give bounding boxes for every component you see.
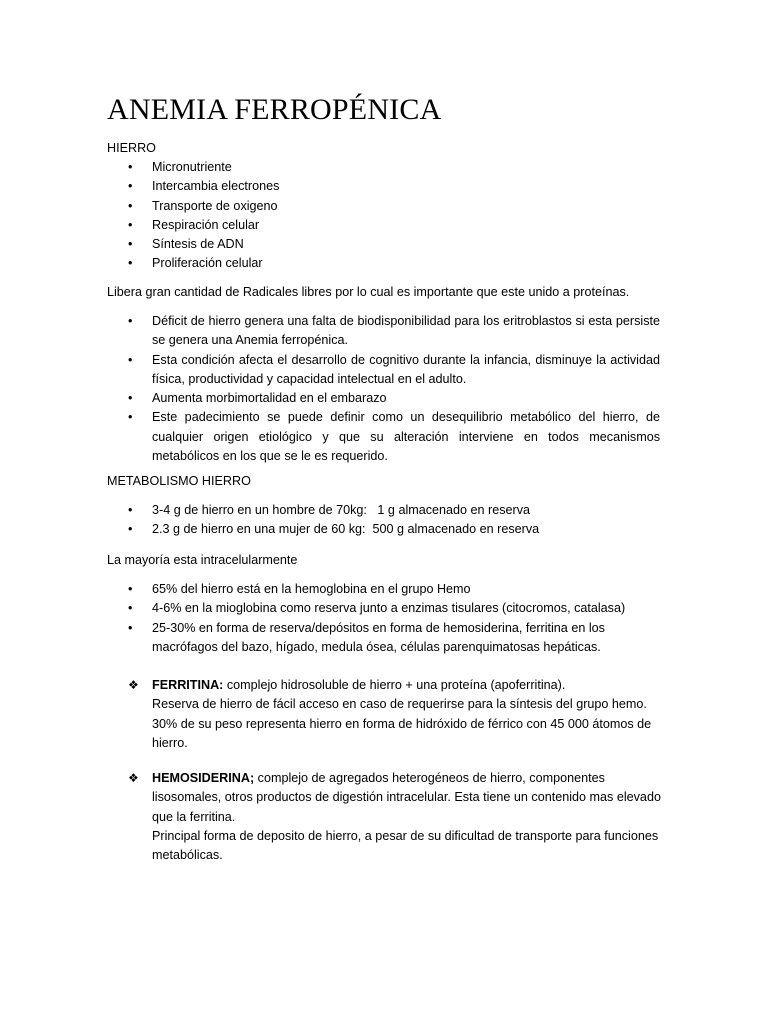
list-item: • Proliferación celular <box>0 254 660 273</box>
list-item: • Micronutriente <box>0 158 660 177</box>
ferritina-definition: complejo hidrosoluble de hierro + una proteína (apoferritina). <box>223 678 566 692</box>
list-item: • 3-4 g de hierro en un hombre de 70kg: 1 g almacenado en reserva <box>0 501 660 520</box>
deficit-list <box>0 312 660 466</box>
hemosiderina-line-1 <box>152 769 662 827</box>
diamond-bullet-icon: ❖ <box>128 771 139 785</box>
list-item: • Esta condición afecta el desarrollo de cognitivo durante la infancia, disminuye la actividad física, productividad y capacidad intelectual en el adulto. <box>0 351 660 390</box>
list-item: • Respiración celular <box>0 216 660 235</box>
list-item: • Aumenta morbimortalidad en el embarazo <box>0 389 660 408</box>
list-item: • Déficit de hierro genera una falta de biodisponibilidad para los eritroblastos si esta persiste se genera una Anemia ferropénica. <box>0 312 660 351</box>
hierro-list <box>0 158 660 274</box>
ferritina-line-1 <box>152 676 662 695</box>
ferritina-term: FERRITINA: <box>152 678 224 692</box>
list-item: • Síntesis de ADN <box>0 235 660 254</box>
hemosiderina-line-2: Principal forma de deposito de hierro, a pesar de su dificultad de transporte para funciones metabólicas. <box>152 828 659 863</box>
distribution-list <box>0 580 660 657</box>
ferritina-text <box>152 676 662 753</box>
list-item: • 25-30% en forma de reserva/depósitos en forma de hemosiderina, ferritina en los macrófagos del bazo, hígado, medula ósea, células parenquimatosas hepáticas. <box>0 619 660 658</box>
hemosiderina-term: HEMOSIDERINA; <box>152 771 255 785</box>
section-heading-metabolismo: METABOLISMO HIERRO <box>107 474 251 488</box>
hemosiderina-definition: complejo de agregados heterogéneos de hierro, componentes lisosomales, otros productos de digestión intracelular. Esta tiene un contenido mas elevado que la ferritina. <box>152 771 661 824</box>
diamond-bullet-icon: ❖ <box>128 678 139 692</box>
list-item: • 2.3 g de hierro en una mujer de 60 kg: 500 g almacenado en reserva <box>0 520 660 539</box>
ferritina-line-3: 30% de su peso representa hierro en forma de hidróxido de férrico con 45 000 átomos de hierro. <box>152 716 652 750</box>
list-item: • Este padecimiento se puede definir como un desequilibrio metabólico del hierro, de cualquier origen etiológico y que su alteración interviene en todos mecanismos metabólicos en los que se le es requerido. <box>0 408 660 466</box>
paragraph-radicales: Libera gran cantidad de Radicales libres por lo cual es importante que este unido a proteínas. <box>107 285 630 299</box>
section-heading-hierro: HIERRO <box>107 141 156 155</box>
list-item: • Transporte de oxigeno <box>0 197 660 216</box>
paragraph-intracelular: La mayoría esta intracelularmente <box>107 553 298 567</box>
hemosiderina-text <box>152 769 662 865</box>
list-item: • Intercambia electrones <box>0 177 660 196</box>
list-item: • 4-6% en la mioglobina como reserva junto a enzimas tisulares (citocromos, catalasa) <box>0 599 660 618</box>
ferritina-line-2: Reserva de hierro de fácil acceso en caso de requerirse para la síntesis del grupo hemo. <box>152 697 647 712</box>
list-item: • 65% del hierro está en la hemoglobina en el grupo Hemo <box>0 580 660 599</box>
document-title: ANEMIA FERROPÉNICA <box>107 93 442 126</box>
metabolismo-list <box>0 501 660 540</box>
